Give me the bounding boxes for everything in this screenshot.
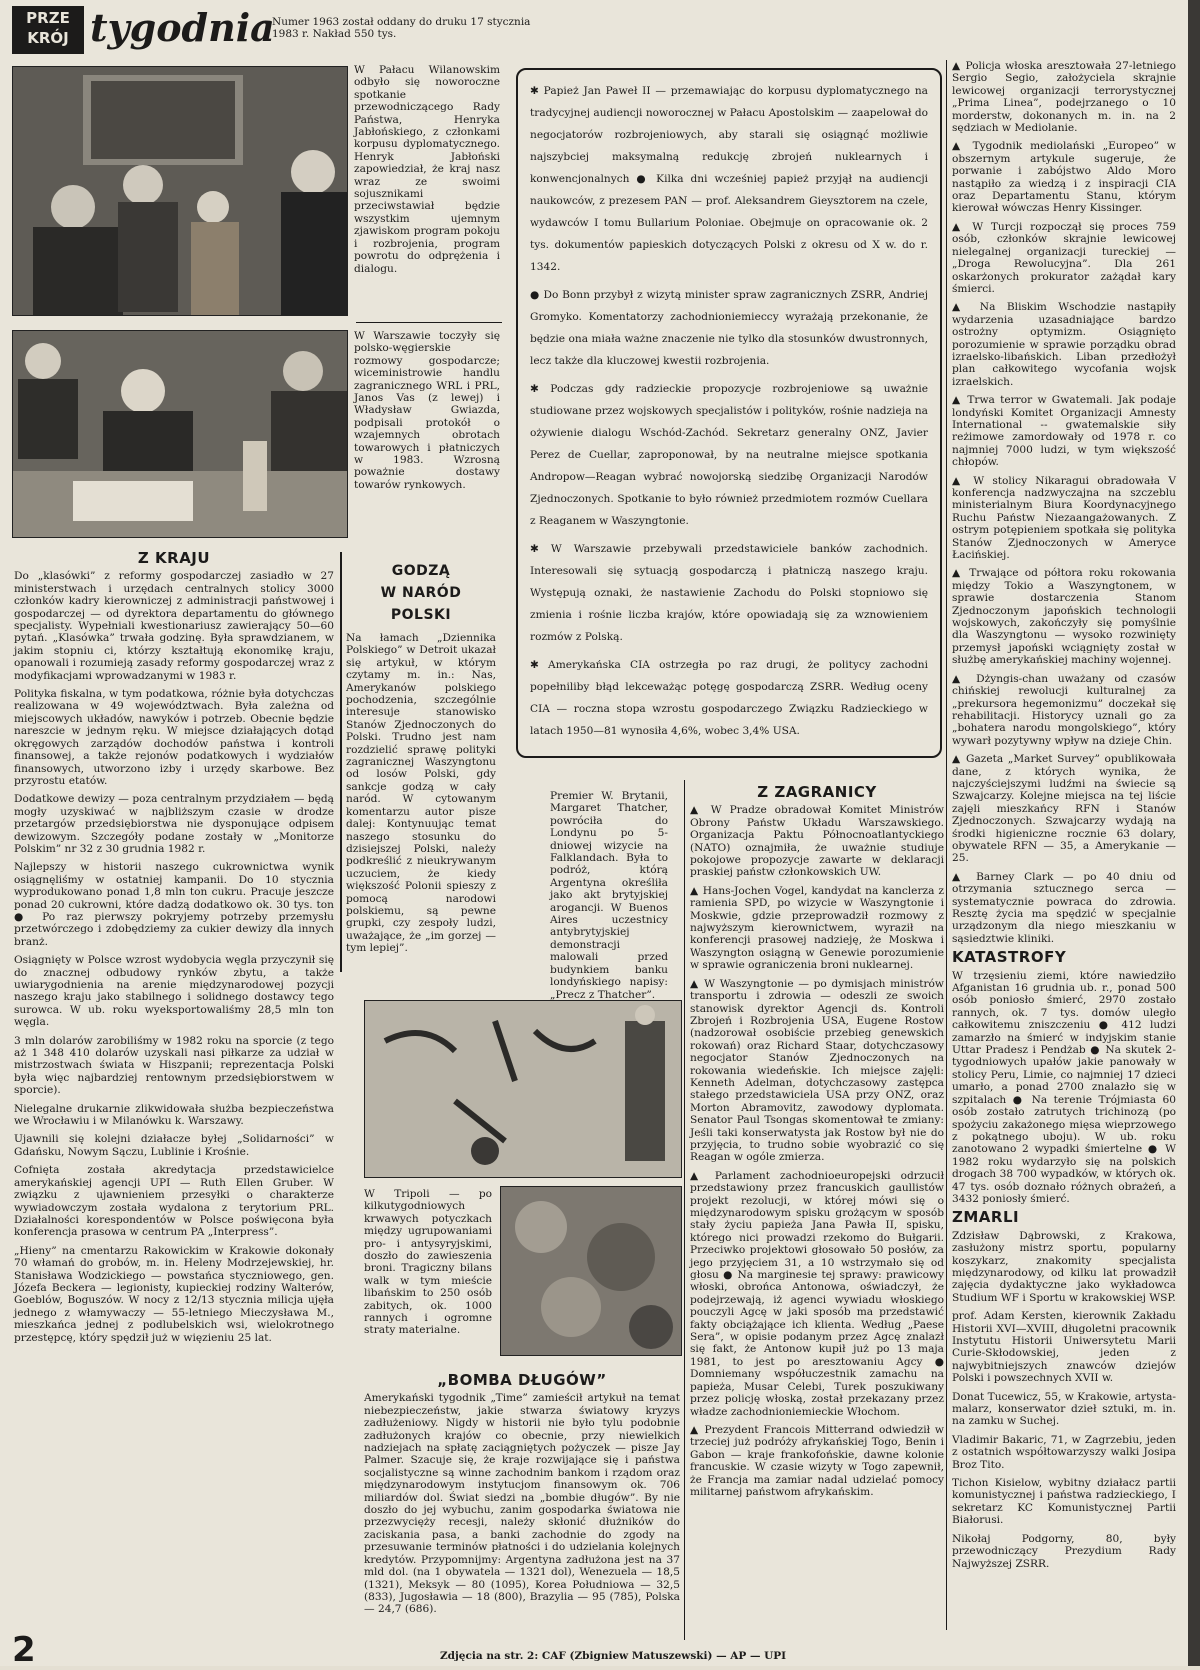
news-box-text [530,80,928,742]
photo-signing-art [13,331,347,537]
photo-wall [364,1000,682,1178]
paragraph: Polityka fiskalna, w tym podatkowa, różnie była dotychczas realizowana w 49 województwach. Była zależna od miejscowych układów, nawyków i potrzeb. Obecnie będzie nareszcie w jednym ręku. W miejsce działających dotąd okręgowych zarządów dochodów państwa i kontroli finansowej, a także rejonów podatkowych i wydziałów finansowych, utworzono izby i urzędy skarbowe. Bez przyrostu etatów. [14,688,334,787]
paragraph: ▲ Gazeta „Market Survey” opublikowała dane, z których wynika, że najczyściejszymi ludźmi na świecie są Szwajcarzy. Kolejne miejsca na tej liście zajęli mieszkańcy RFN i Stanów Zjednoczonych. Szwajcarzy wydają na środki higieniczne rocznie 63 dolary, obywatele RFN — 35, a Amerykanie — 25. [952,753,1176,865]
paragraph: Nikołaj Podgorny, 80, były przewodniczący Prezydium Rady Najwyższej ZSRR. [952,1532,1176,1570]
caption-warszawa-text: W Warszawie toczyły się polsko-węgierskie rozmowy gospodarcze; wiceministrowie handlu zagranicznego WRL i PRL, Janos Vas (z lewej) i Władysław Gwiazda, podpisali protokół o wzajemnych obrotach towarowych i płatniczych w 1983. Wzrosną poważnie dostawy towarów rynkowych. [354,330,500,491]
paragraph: Najlepszy w historii naszego cukrownictwa wynik osiągnęliśmy w ostatniej kampanii. Do 10 stycznia wyprodukowano ponad 1,8 mln ton cukru. Pracuje jeszcze ponad 20 cukrowni, które dadzą dodatkowo ok. 30 tys. ton ● Po raz pierwszy pokryjemy potrzeby przemysłu przetwórczego i zdobędziemy za cukier dewizy dla innych branż. [14,861,334,948]
photo-rubble-art [501,1187,681,1355]
katastrofy-text: W trzęsieniu ziemi, które nawiedziło Afganistan 16 grudnia ub. r., ponad 500 osób poniosło śmierć, 2970 zostało rannych, ok. 7 tys. domów uległo całkowitemu zniszczeniu ● 412 ludzi zamarzło na śmierć w indyjskim stanie Uttar Pradesz i Pendżab ● Na skutek 2-tygodniowych upałów jakie panowały w stolicy Peru, Limie, co najmniej 17 dzieci umarło, a ponad 2700 znalazło się w szpitalach ● Na terenie Trójmiasta 60 osób zostało zatrutych trichinozą (po spożyciu zakażonego mięsa wieprzowego z pokątnego uboju). W ub. roku zanotowano 2 wypadki śmiertelne ● W 1982 roku wydarzyło się na polskich drogach 38 700 wypadków, w których ok. 47 tys. osób doznało różnych obrażeń, a 3432 poniosły śmierć. [952,969,1176,1205]
caption-warszawa [354,330,500,497]
box-item: ✱ Papież Jan Paweł II — przemawiając do korpusu dyplomatycznego na tradycyjnej audiencji noworocznej w Pałacu Apostolskim — zaapelował do negocjatorów rozbrojeniowych, aby starali się osiągnąć możliwie najszybciej maksymalną redukcję zbrojeń nuklearnych i konwencjonalnych ● Kilka dni wcześniej papież przyjął na audiencji naukowców, z prezesem PAN — prof. Aleksandrem Gieysztorem na czele, wydawców I tomu Bullarium Poloniae. Obejmuje on opracowanie ok. 2 tys. dokumentów papieskich dotyczących Polski z okresu od X w. do r. 1342. [530,85,928,273]
paragraph: ▲ Tygodnik mediolański „Europeo” w obszernym artykule sugeruje, że porwanie i zabójstwo Aldo Moro nastąpiło za wiedzą i z inspiracji CIA oraz Departamentu Stanu, którym kierował wówczas Henry Kissinger. [952,140,1176,215]
box-item: ✱ W Warszawie przebywali przedstawiciele banków zachodnich. Interesowali się sytuacją gospodarczą i płatniczą naszego kraju. Występują oznaki, że nastawienie Zachodu do Polski stopniowo się zmienia i rośnie liczba krajów, które opowiadają się za wznowieniem rozmów z Polską. [530,543,928,643]
paragraph: Do „klasówki” z reformy gospodarczej zasiadło w 27 ministerstwach i urzędach centralnych stolicy 3000 członków kadry kierowniczej z administracji państwowej i gospodarczej — od dyrektora departamentu do głównego specjalisty. Wypełniali kwestionariusz zawierający 50—60 pytań. „Klasówka” trwała godzinę. Była sprawdzianem, w jakim stopniu ci, którzy kształtują ekonomikę kraju, opanowali i rozumieją zasady reformy gospodarczej wraz z modyfikacjami wprowadzanymi w 1983 r. [14,570,334,682]
divider [684,780,685,1640]
section-z-kraju [14,549,334,1350]
paragraph: Vladimir Bakaric, 71, w Zagrzebiu, jeden z ostatnich współtowarzyszy walki Josipa Broz Tito. [952,1433,1176,1471]
bomba-text: Amerykański tygodnik „Time” zamieścił artykuł na temat niebezpieczeństw, jakie stwarza światowy kryzys zadłużeniowy. Nigdy w historii nie było tylu podobnie zadłużonych krajów co obecnie, przy niewielkich nadziejach na spłatę zaciągniętych pożyczek — pisze Jay Palmer. Szacuje się, że kraje rozwijające się i państwa socjalistyczne są winne zachodnim bankom i rządom oraz międzynarodowym instytucjom finansowym ok. 706 miliardów dol. Świat siedzi na „bombie długów”. By nie doszło do jej wybuchu, zanim gospodarka światowa nie przezwycięży recesji, należy skłonić dłużników do zaciskania pasa, a banki zachodnie do zgody na przesuwanie terminów płatności i do udzielania kolejnych kredytów. Przypomnijmy: Argentyna zadłużona jest na 37 mld dol. (na 1 obywatela — 1321 dol), Wenezuela — 18,5 (1321), Meksyk — 80 (1095), Korea Południowa — 32,5 (833), Jugosławia — 18 (800), Brazylia — 95 (785), Polska — 24,7 (686). [364,1392,680,1616]
paragraph: Tichon Kisielow, wybitny działacz partii komunistycznej i państwa radzieckiego, I sekretarz KC Komunistycznej Partii Białorusi. [952,1477,1176,1527]
section-title-z-kraju: Z KRAJU [137,549,211,567]
paragraph: Cofnięta została akredytacja przedstawicielce amerykańskiej agencji UPI — Ruth Ellen Gruber. W związku z ujawnieniem przesyłki o charakterze wywiadowczym została wydalona z terytorium PRL. Działalności korespondentów w Polsce poświęcona była konferencja prasowa w centrum PA „Interpress”. [14,1164,334,1239]
section-title: tygodnia [90,5,275,50]
paragraph: ▲ Hans-Jochen Vogel, kandydat na kanclerza z ramienia SPD, po wizycie w Waszyngtonie i Moskwie, gdzie przeprowadził rozmowy z najwyższym kierownictwem, wyraził na konferencji prasowej nadzieję, że Moskwa i Waszyngton osiągną w Genewie porozumienie w sprawie ograniczenia broni nuklearnej. [690,884,944,972]
paragraph: ▲ W stolicy Nikaragui obradowała V konferencja nadzwyczajna na szczeblu ministerialnym Biura Koordynacyjnego Ruchu Państw Niezaangażowanych. Z ostrym potępieniem spotkała się polityka Stanów Zjednoczonych w Ameryce Łacińskiej. [952,474,1176,562]
godza-title-2: W NARÓD [380,585,462,601]
paragraph: ▲ Barney Clark — po 40 dniu od otrzymania sztucznego serca — systematycznie powraca do zdrowia. Resztę życia ma spędzić w specjalnie urządzonym dla niego mieszkaniu w sąsiedztwie kliniki. [952,870,1176,945]
box-item: ● Do Bonn przybył z wizytą minister spraw zagranicznych ZSRR, Andriej Gromyko. Komentatorzy zachodnioniemieccy wyrażają przekonanie, że będzie ona miała ważne znaczenie nie tylko dla stosunków dwustronnych, lecz także dla kluczowej kwestii rozbrojenia. [530,289,928,367]
paragraph: ▲ Policja włoska aresztowała 27-letniego Sergio Segio, założyciela skrajnie lewicowej organizacji terrorystycznej „Prima Linea”, podejrzanego o 10 morderstw, dokonanych m. in. na 2 sędziach w Mediolanie. [952,60,1176,135]
section-bomba [364,1371,680,1622]
paragraph: „Hieny” na cmentarzu Rakowickim w Krakowie dokonały 70 włamań do grobów, m. in. Heleny Modrzejewskiej, hr. Stanisława Wodzickiego — powstańca styczniowego, gen. Józefa Beckera — legionisty, kupieckiej rodziny Walterów, Goeblów, Boguszów. W nocy z 12/13 stycznia milicja ujęła jednego z włamywaczy — 55-letniego Mieczysława M., mieszkańca jednej z podlubelskich wsi, wielokrotnego przestępcę, który spędził już w więzieniu 25 lat. [14,1244,334,1344]
section-title-z-zagranicy: Z ZAGRANICY [757,783,877,801]
caption-thatcher [550,790,668,1007]
paragraph: ▲ Dżyngis-chan uważany od czasów chińskiej rewolucji kulturalnej za „prekursora hegemonizmu” doczekał się rehabilitacji. Historycy uznali go za „bohatera narodu mongolskiego”, który wywarł pozytywny wpływ na dzieje Chin. [952,672,1176,747]
paragraph: Osiągnięty w Polsce wzrost wydobycia węgla przyczynił się do znacznej odbudowy rynków zbytu, a także uwiarygodnienia na arenie międzynarodowej pozycji naszego kraju jako stabilnego i solidnego dostawcy tego surowca. W ub. roku wyeksportowaliśmy 28,5 mln ton węgla. [14,954,334,1029]
section-z-zagranicy [690,783,944,1504]
paragraph: ▲ Na Bliskim Wschodzie nastąpiły wydarzenia uzasadniające bardzo ostrożny optymizm. Osiągnięto porozumienie w sprawie porządku obrad izraelsko-libańskich. Liban przedłożył plan całkowitego wycofania wojsk izraelskich. [952,301,1176,388]
godza-title-1: GODZĄ [391,563,451,579]
section-title-godza [346,560,496,626]
paragraph: ▲ Trwa terror w Gwatemali. Jak podaje londyński Komitet Organizacji Amnesty International -- gwatemalskie siły reżimowe zamordowały od 1978 r. co najmniej 7000 ludzi, w tym większość chłopów. [952,394,1176,469]
godza-title-3: POLSKI [390,607,452,623]
masthead [12,6,532,54]
logo-line-2: KRÓJ [27,29,69,47]
issue-meta: Numer 1963 został oddany do druku 17 stycznia 1983 r. Nakład 550 tys. [272,16,531,40]
page-number: 2 [12,1630,36,1670]
paragraph: ▲ W Waszyngtonie — po dymisjach ministrów transportu i zdrowia — odeszli ze swoich stanowisk dyrektor Agencji ds. Kontroli Zbrojeń i Rozbrojenia USA, Eugene Rostow (nadzorował osobiście przebieg genewskich rokowań) oraz Richard Staar, dotychczasowy negocjator Stanów Zjednoczonych na rokowania wiedeńskie. Ich miejsce zajęli: Kenneth Adelman, dotychczasowy zastępca stałego przedstawiciela USA przy ONZ, oraz Morton Abramovitz, zawodowy dyplomata. Senator Paul Tsongas skomentował te zmiany: Jeśli taki konserwatysta jak Rostow był nie do przyjęcia, to trudno sobie wyobrazić co się Reagan w ogóle zmierza. [690,977,944,1164]
caption-wilanow [354,64,500,281]
news-box [516,68,942,758]
paragraph: Donat Tucewicz, 55, w Krakowie, artysta-malarz, konserwator dzieł sztuki, m. in. na zamku w Suchej. [952,1390,1176,1428]
divider [356,322,502,323]
photo-meeting-art [13,67,347,315]
paragraph: ▲ W Turcji rozpoczął się proces 759 osób, członków skrajnie lewicowej nielegalnej organizacji tureckiej — „Droga Rewolucyjna”. Dla 261 oskarżonych prokurator zażądał kary śmierci. [952,220,1176,295]
right-column [952,60,1176,1576]
logo [12,6,84,54]
photo-meeting [12,66,348,316]
godza-text: Na łamach „Dziennika Polskiego” w Detroit ukazał się artykuł, w którym czytamy m. in.: Nas, Amerykanów polskiego pochodzenia, szczególnie interesuje stanowisko Stanów Zjednoczonych do Polski. Trudno jest nam rozdzielić sprawę polityki zagranicznej Waszyngtonu od losów Polski, gdy sankcje godzą w cały naród. W cytowanym komentarzu autor pisze dalej: Kontynuując temat naszego stosunku do dzisiejszej Polski, należy podkreślić z nieukrywanym uczuciem, że kiedy większość Polonii spieszy z pomocą narodowi polskiemu, są pewne grupki, czy zespoły ludzi, uważające, że „im gorzej — tym lepiej”. [346,632,496,955]
photo-wall-art [365,1001,681,1177]
caption-tripoli [364,1188,492,1343]
caption-thatcher-text: Premier W. Brytanii, Margaret Thatcher, powróciła do Londynu po 5-dniowej wizycie na Falklandach. Była to podróż, którą Argentyna określiła jako akt brytyjskiej arogancji. W Buenos Aires uczestnicy antybrytyjskiej demonstracji malowali przed budynkiem banku londyńskiego napisy: „Precz z Thatcher”. [550,790,668,1001]
caption-wilanow-text: W Pałacu Wilanowskim odbyło się noworoczne spotkanie przewodniczącego Rady Państwa, Henryka Jabłońskiego, z członkami korpusu dyplomatycznego. Henryk Jabłoński zapowiedział, że kraj nasz wraz ze swoimi sojusznikami przeciwstawiał będzie wszystkim ujemnym zjawiskom program pokoju i rozbrojenia, program powrotu do odprężenia i dialogu. [354,64,500,275]
paragraph: ▲ Parlament zachodnioeuropejski odrzucił przedstawiony przez francuskich gaullistów projekt rezolucji, w której mówi się o międzynarodowym spisku grożącym w sposób stały życiu papieża Jana Pawła II, spisku, którego nici prowadzi rzekomo do Bułgarii. Przeciwko projektowi głosowało 50 posłów, za jego przyjęciem 31, a 10 wstrzymało się od głosu ● Na marginesie tej sprawy: prawicowy włoski, obrońca Antonowa, oświadczył, że podejrzewają, iż agenci wywiadu włoskiego pouczyli Agcę w jaki sposób ma przedstawić fakty obciążające ich klienta. Według „Paese Sera”, w opisie podanym przez Agcę znalazł się fakt, że Antonow kupił już po 13 maja 1981, to jest po aresztowaniu Agcy ● Domniemany współuczestnik zamachu na papieża, Musar Celebi, Turek poszukiwany przez policję włoską, został przekazany przez władze zachodnioniemieckie Włochom. [690,1169,944,1418]
paragraph: Zdzisław Dąbrowski, z Krakowa, zasłużony mistrz sportu, popularny koszykarz, znakomity specjalista międzynarodowy, od kilku lat prowadził zajęcia dydaktyczne jako wykładowca Studium WF i Sportu w krakowskiej WSP. [952,1229,1176,1304]
box-item: ✱ Podczas gdy radzieckie propozycje rozbrojeniowe są uważnie studiowane przez wojskowych specjalistów i polityków, rośnie nadzieja na ożywienie dialogu Wschód-Zachód. Sekretarz generalny ONZ, Javier Perez de Cuellar, zaproponował, by na neutralne miejsce spotkania Andropow—Reagan wybrać nowojorską siedzibę Organizacji Narodów Zjednoczonych. Spotkanie to było również przedmiotem rozmów Cuellara z Reaganem w Waszyngtonie. [530,383,928,527]
section-title-katastrofy: KATASTROFY [952,948,1067,967]
caption-tripoli-text: W Tripoli — po kilkutygodniowych krwawych potyczkach między ugrupowaniami pro- i antysyryjskimi, doszło do zawieszenia broni. Tragiczny bilans walk w tym mieście libańskim to 250 osób zabitych, ok. 1000 rannych i ogromne straty materialne. [364,1188,492,1337]
divider [340,552,342,972]
photo-signing [12,330,348,538]
photo-credits: Zdjęcia na str. 2: CAF (Zbigniew Matuszewski) — AP — UPI [440,1650,787,1662]
logo-line-1: PRZE [26,9,70,27]
photo-rubble [500,1186,682,1356]
divider [946,60,947,1630]
paragraph: ▲ W Pradze obradował Komitet Ministrów Obrony Państw Układu Warszawskiego. Organizacja Paktu Północnoatlantyckiego (NATO) oznajmiła, że uważnie studiuje pokojowe propozycje zawarte w deklaracji praskiej państw członkowskich UW. [690,804,944,879]
page-edge [1188,0,1200,1666]
paragraph: ▲ Trwające od półtora roku rokowania między Tokio a Waszyngtonem, w sprawie dostarczenia Stanom Zjednoczonym japońskich technologii wojskowych, zakończyły się pomyślnie dla Waszyngtonu — wysoko rozwinięty przemysł japoński wciągnięty został w służbę amerykańskiej machiny wojennej. [952,567,1176,667]
paragraph: 3 mln dolarów zarobiliśmy w 1982 roku na sporcie (z tego aż 1 348 410 dolarów uzyskali nasi piłkarze za udział w mistrzostwach świata w Hiszpanii; reprezentacja Polski była więc najbardziej rentownym przedsiębiorstwem w sporcie). [14,1034,334,1097]
section-godza [346,560,496,961]
paragraph: prof. Adam Kersten, kierownik Zakładu Historii XVI—XVIII, długoletni pracownik Instytutu Historii Uniwersytetu Marii Curie-Skłodowskiej, jeden z najwybitniejszych znawców dziejów Polski i powszechnych XVII w. [952,1310,1176,1385]
paragraph: Nielegalne drukarnie zlikwidowała służba bezpieczeństwa we Wrocławiu i w Milanówku k. Warszawy. [14,1102,334,1128]
paragraph: Ujawnili się kolejni działacze byłej „Solidarności” w Gdańsku, Nowym Sączu, Lublinie i Krośnie. [14,1133,334,1158]
section-title-bomba: „BOMBA DŁUGÓW” [437,1371,607,1389]
paragraph: ▲ Prezydent Francois Mitterrand odwiedził w trzeciej już podróży afrykańskiej Togo, Benin i Gabon — kraje frankofońskie, dawne kolonie francuskie. W czasie wizyty w Togo zapewnił, że Francja ma zamiar nadal udzielać pomocy militarnej państwom afrykańskim. [690,1423,944,1498]
paragraph: Dodatkowe dewizy — poza centralnym przydziałem — będą mogły uzyskiwać w najbliższym czasie w drodze przetargów przedsiębiorstwa nie dysponujące odpisem dewizowym. Szczegóły podane zostały w „Monitorze Polskim” nr 32 z 30 grudnia 1982 r. [14,793,334,855]
section-title-zmarli: ZMARLI [952,1208,1020,1227]
box-item: ✱ Amerykańska CIA ostrzegła po raz drugi, że politycy zachodni popełniliby błąd lekceważąc potęgę gospodarczą ZSRR. Według oceny CIA — roczna stopa wzrostu gospodarczego Związku Radzieckiego w latach 1950—81 wynosiła 4,6%, wobec 3,4% USA. [530,659,928,737]
